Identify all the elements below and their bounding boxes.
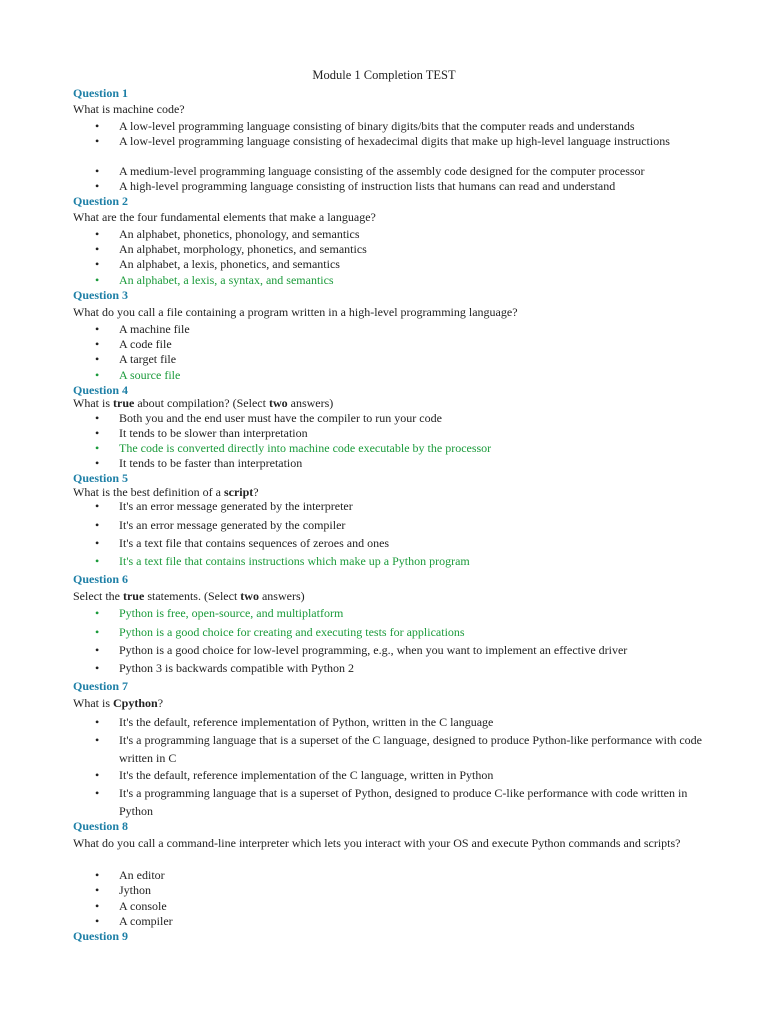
question-2-text: What are the four fundamental elements that make a language? [73,210,376,224]
question-1-text: What is machine code? [73,102,185,116]
question-9-heading: Question 9 [73,929,129,943]
question-6-heading: Question 6 [73,572,129,586]
question-8-heading: Question 8 [73,819,129,833]
question-3-heading: Question 3 [73,288,129,302]
question-8-text: What do you call a command-line interpreter which lets you interact with your OS and execute Python commands and scripts? [73,836,681,850]
page-title: Module 1 Completion TEST [312,68,456,82]
question-3-text: What do you call a file containing a program written in a high-level programming language? [73,305,518,319]
question-2-heading: Question 2 [73,194,129,208]
question-4-text: What is true about compilation? (Select two answers) [73,396,334,410]
document-page: Module 1 Completion TEST Question 1 What is machine code? • A low-level programming language consisting of binary digits/bits that the computer reads and understands • A low-level programming language consisting of hexadecimal digits that make up high-level language instructions • A medium-level programming language consisting of the assembly code designed for the computer processor • A high-level programming language consisting of instruction lists that humans can read and understand Question 2 What are the four fundamental elements that make a language? • An alphabet, phonetics, phonology, and semantics • An alphabet, morphology, phonetics, and semantics • An alphabet, a lexis, phonetics, and semantics • An alphabet, a lexis, a syntax, and semantics Question 3 What do you call a file containing a program written in a high-level programming language? • A machine file • A code file • A target file • A source file Question 4 What is true about compilation? (Select two answers) • Both you and the end user must have the compiler to run your code • It tends to be slower than interpretation • The code is converted directly into machine code executable by the processor • It tends to be faster than interpretation Question 5 What is the best definition of a script? • It's an error message generated by the interpreter • It's an error message generated by the compiler • It's a text file that contains sequences of zeroes and ones • It's a text file that contains instructions which make up a Python program Question 6 Select the true statements. (Select two answers) • Python is free, open-source, and multiplatform • Python is a good choice for creating and executing tests for applications • Python is a good choice for low-level programming, e.g., when you want to implement an effective driver • Python 3 is backwards compatible with Python 2 Question 7 What is Cpython? • It's the default, reference implementation of Python, written in the C language • It's a programming language that is a superset of the C language, designed to produce Python-like performance with code written in C • It's the default, reference implementation of the C language, written in Python • It's a programming language that is a superset of Python, designed to produce C-like performance with code written in Python Question 8 What do you call a command-line interpreter which lets you interact with your OS and execute Python commands and scripts? • An editor • Jython • A console • A compiler Question 9 [0,0,768,1024]
question-5-text: What is the best definition of a script? [73,485,259,499]
question-1-heading: Question 1 [73,86,129,100]
question-5-heading: Question 5 [73,471,129,485]
question-7-text: What is Cpython? [73,696,164,710]
question-6-text: Select the true statements. (Select two answers) [73,589,305,603]
question-7-heading: Question 7 [73,679,129,693]
question-4-heading: Question 4 [73,383,129,397]
